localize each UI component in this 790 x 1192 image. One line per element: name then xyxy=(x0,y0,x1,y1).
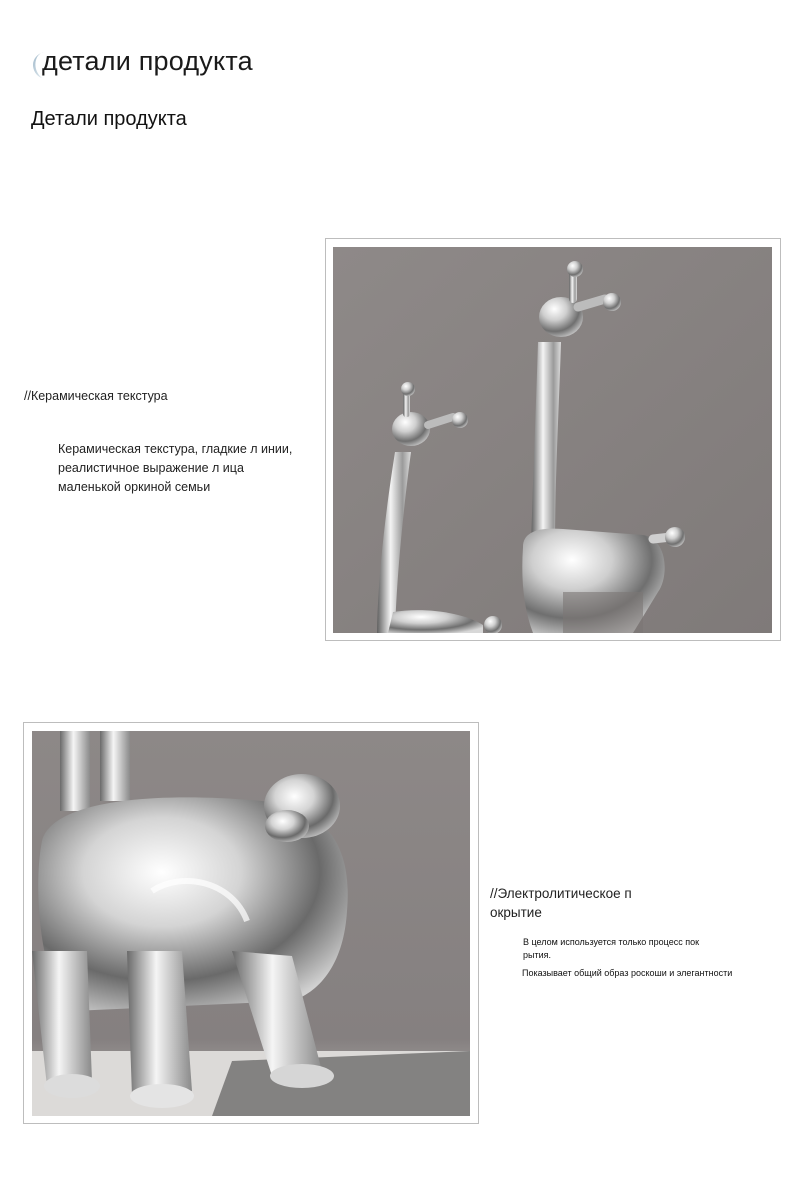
feature-label-ceramic: //Керамическая текстура xyxy=(24,389,168,403)
feature-label-plating: //Электролитическое п окрытие xyxy=(490,886,632,920)
product-photo-closeup xyxy=(32,731,470,1116)
section-heading: Детали продукта xyxy=(31,108,187,130)
product-photo-giraffes xyxy=(333,247,772,633)
feature-description-plating-1: В целом используется только процесс пок рытия. xyxy=(523,937,700,960)
feature-description-plating-2: Показывает общий образ роскоши и элегантности xyxy=(522,968,733,978)
page-title: детали продукта xyxy=(42,46,253,76)
feature-description-ceramic: Керамическая текстура, гладкие л инии, реалистичное выражение л ица маленькой оркиной семьи xyxy=(58,442,293,494)
